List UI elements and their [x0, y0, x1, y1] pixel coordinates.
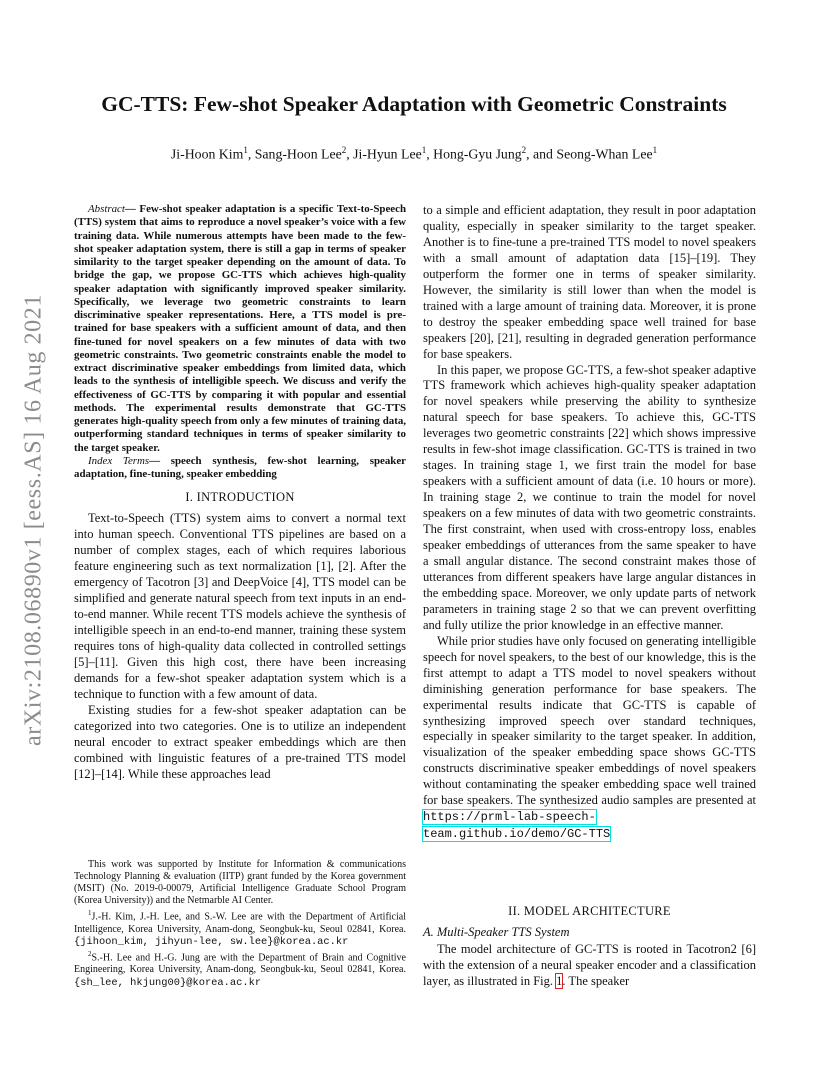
arxiv-identifier-watermark: arXiv:2108.06890v1 [eess.AS] 16 Aug 2021 — [20, 294, 47, 746]
intro-paragraph-2-continued: to a simple and efficient adaptation, they result in poor adaptation quality, especially in speaker similarity to the target speaker. Another is to fine-tune a pre-trained TTS model to novel speakers with a small amount of adaptation data [15]–[19]. They outperform the former one in terms of speaker similarity. However, the similarity is still lower than when the model is trained with a large amount of training data. Moreover, it is prone to destroy the speaker embedding space well trained for base speakers [20], [21], resulting in degraded generation performance for base speakers. — [423, 203, 756, 361]
intro-paragraph-4-text: While prior studies have only focused on generating intelligible speech for novel speakers, to the best of our knowledge, this is the first attempt to adapt a TTS model to novel speakers without diminishing generation performance for base speakers. The experimental results indicate that GC-TTS is capable of synthesizing improved speech over standard techniques, especially in speaker similarity to the target speaker. In addition, visualization of the speaker embedding space shows GC-TTS constructs discriminative speaker embeddings of novel speakers without contaminating the speaker embedding space well trained for base speakers. The synthesized audio samples are presented at — [423, 633, 756, 808]
abstract — [74, 203, 406, 455]
section-heading-introduction: I. INTRODUCTION — [185, 490, 295, 505]
index-terms-label: Index Terms — [88, 454, 150, 467]
affiliation-mark: 2 — [341, 145, 347, 155]
author-list — [60, 145, 768, 163]
architecture-text-end: . The speaker — [562, 973, 630, 988]
author-name: , Sang-Hoon Lee — [247, 146, 342, 162]
affiliation-mark: 2 — [521, 145, 527, 155]
subsection-heading: A. Multi-Speaker TTS System — [423, 925, 570, 939]
section-2 — [423, 904, 756, 990]
index-terms — [74, 455, 406, 482]
figure-reference-link[interactable]: 1 — [556, 973, 563, 988]
affiliation-mark: 2 — [88, 949, 92, 958]
email-address: {sh_lee, hkjung00}@korea.ac.kr — [74, 976, 262, 989]
architecture-text: The model architecture of GC-TTS is rooted in Tacotron2 [6] with the extension of a neural speaker encoder and a classification layer, as illustrated in Fig. — [423, 942, 756, 988]
right-column — [423, 203, 756, 843]
footnotes — [74, 859, 406, 989]
author-name: , Ji-Hyun Lee — [346, 146, 422, 162]
demo-link[interactable]: https://prml-lab-speech-team.github.io/demo/GC-TTS — [423, 810, 611, 842]
footnote-text: J.-H. Kim, J.-H. Lee, and S.-W. Lee are with the Department of Artificial Intelligence, Korea University, Anam-dong, Seongbuk-ku, Seoul 02841, Korea. — [74, 911, 406, 935]
index-terms-text: — speech synthesis, few-shot learning, speaker adaptation, fine-tuning, speaker embedding — [74, 454, 407, 480]
section-heading-model-architecture: II. MODEL ARCHITECTURE — [508, 904, 671, 918]
affiliation-mark: 1 — [243, 145, 248, 155]
affiliation-mark: 1 — [88, 909, 92, 918]
footnote-affiliation-2 — [74, 948, 406, 989]
abstract-text: — Few-shot speaker adaptation is a specific Text-to-Speech (TTS) system that aims to reproduce a novel speaker’s voice with a few training data. While numerous attempts have been made to the few-shot speaker adaptation system, there is still a gap in terms of speaker similarity to the target speaker depending on the amount of data. To bridge the gap, we propose GC-TTS which achieves high-quality speaker adaptation with significantly improved speaker similarity. Specifically, we leverage two geometric constraints to learn discriminative speaker representations. Here, a TTS model is pre-trained for base speakers with a sufficient amount of data, and then fine-tuned for novel speakers on a few minutes of data with two geometric constraints. Two geometric constraints enable the model to extract discriminative speaker embeddings from limited data, which leads to the synthesis of intelligible speech. We discuss and verify the effectiveness of GC-TTS by comparing it with popular and essential methods. The experimental results demonstrate that GC-TTS generates high-quality speech from only a few minutes of training data, outperforming standard techniques in terms of speaker similarity to the target speaker. — [74, 203, 406, 454]
abstract-label: Abstract — [88, 203, 125, 215]
footnote-funding: This work was supported by Institute for Information & communications Technology Planning & evaluation (IITP) grant funded by the Korea government (MSIT) (No. 2019-0-00079, Artificial Intelligence Graduate School Program (Korea University)) and the Netmarble AI Center. — [74, 859, 406, 907]
left-column — [74, 203, 406, 782]
footnote-affiliation-1 — [74, 907, 406, 948]
affiliation-mark: 1 — [421, 145, 427, 155]
author-name: , and Seong-Whan Lee — [526, 146, 653, 162]
architecture-paragraph — [423, 942, 756, 990]
email-address: {jihoon_kim, jihyun-lee, sw.lee}@korea.ac.kr — [74, 935, 349, 948]
paper-title: GC-TTS: Few-shot Speaker Adaptation with Geometric Constraints — [101, 92, 727, 116]
intro-paragraph-4 — [423, 634, 756, 843]
intro-paragraph-1: Text-to-Speech (TTS) system aims to convert a normal text into human speech. Conventional TTS pipelines are based on a number of complex stages, each of which requires laborious feature engineering such as text normalization [1], [2]. After the emergency of Tacotron [3] and DeepVoice [4], TTS model can be simplified and generate natural speech from text inputs in an end-to-end manner. While recent TTS models achieve the synthesis of intelligible speech in an end-to-end manner, training these system requires tons of high-quality data collected in controlled settings [5]–[11]. Given this high cost, there have been increasing demands for a few-shot speaker adaptation system which is a technique to function with a few amount of data. — [74, 511, 406, 701]
author-name: Ji-Hoon Kim — [170, 146, 244, 162]
intro-paragraph-3: In this paper, we propose GC-TTS, a few-shot speaker adaptive TTS framework which achieves high-quality speaker adaptation for novel speakers while preserving the ability to synthesize natural speech for base speakers. To achieve this, GC-TTS leverages two geometric constraints [22] which shows impressive results in few-shot image classification. GC-TTS is trained in two stages. In training stage 1, we first train the model for base speakers with a sufficient amount of data (i.e. 10 hours or more). In training stage 2, we continue to train the model for novel speakers on a few minutes of data with two geometric constraints. The first constraint, when used with cross-entropy loss, enables speaker embeddings of utterances from the same speaker to have a small angular distance. The second constraint makes those of utterances from different speakers have large angular distances in the embedding space. Moreover, we only update parts of network parameters in training stage 2 so that we can prevent overfitting and fully utilize the prior knowledge in an effective manner. — [423, 362, 756, 632]
intro-paragraph-2: Existing studies for a few-shot speaker adaptation can be categorized into two categories. One is to utilize an independent neural encoder to extract speaker embeddings which are then combined with linguistic features of a pre-trained TTS model [12]–[14]. While these approaches lead — [74, 702, 406, 781]
author-name: , Hong-Gyu Jung — [426, 146, 522, 162]
affiliation-mark: 1 — [652, 145, 658, 155]
footnote-text: S.-H. Lee and H.-G. Jung are with the Department of Brain and Cognitive Engineering, Korea University, Anam-dong, Seongbuk-ku, Seoul 02841, Korea. — [74, 952, 406, 976]
